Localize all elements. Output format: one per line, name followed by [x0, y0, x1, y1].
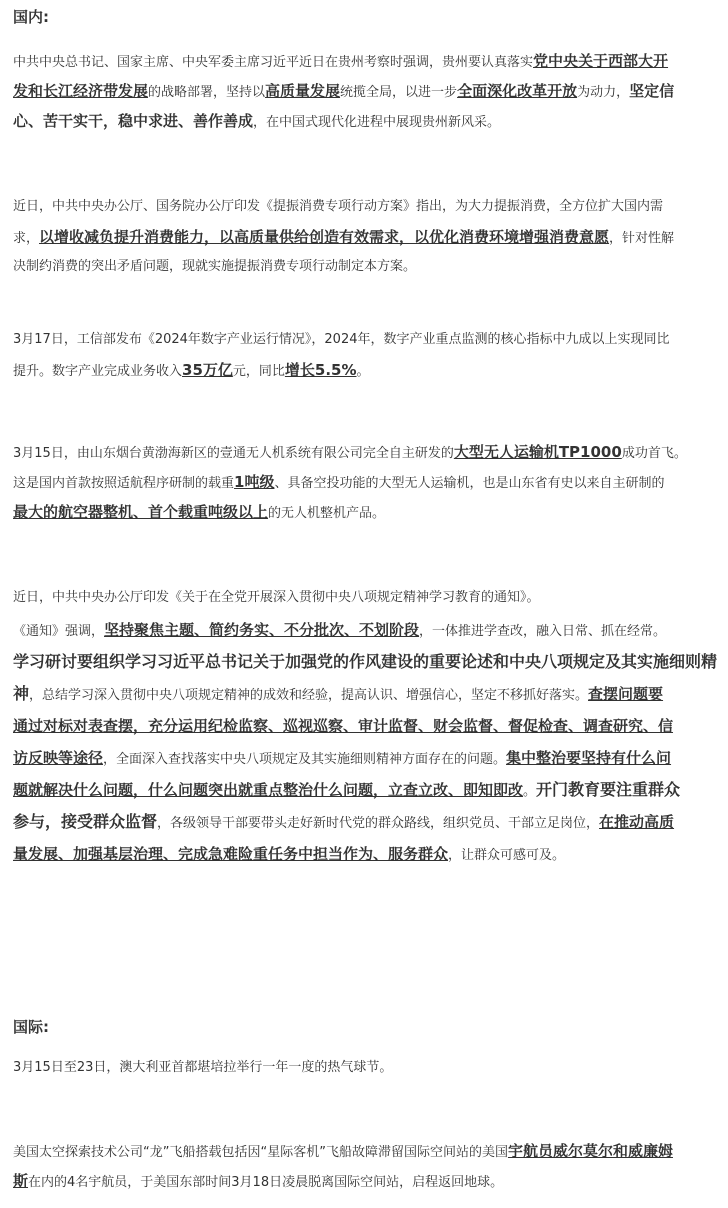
- text-span: 这是国内首款按照适航程序研制的载重: [13, 476, 235, 491]
- text-span: 的战略部署，坚持以: [148, 85, 266, 100]
- text-span: 中共中央总书记、国家主席、中央军委主席习近平近日在贵州考察时强调，贵州要认真落实: [13, 55, 534, 70]
- domestic-heading: 国内:: [13, 8, 49, 26]
- bold-span: 心、苦干实干，稳中求进、善作善成: [13, 112, 254, 130]
- text-span: 求，: [13, 231, 40, 246]
- bold-underline-span: 量发展、加强基层治理、完成急难险重任务中担当作为、服务群众: [13, 845, 449, 863]
- text-span: 成功首飞。: [621, 446, 687, 461]
- text-span: 为动力，: [577, 85, 630, 100]
- bold-span: 参与，接受群众监督: [13, 812, 158, 831]
- bold-underline-span: 大型无人运输机TP1000: [453, 443, 622, 461]
- bold-underline-span: 35万亿: [182, 361, 233, 379]
- bold-span: 开门教育要注重群众: [536, 780, 681, 799]
- text-line: [13, 614, 725, 646]
- text-span: ，针对性解: [609, 231, 675, 246]
- text-span: ，各级领导干部要带头走好新时代党的群众路线，组织党员、干部立足岗位，: [157, 816, 600, 831]
- text-line: [13, 467, 725, 497]
- text-line: [13, 710, 725, 742]
- text-span: 提升。数字产业完成业务收入: [13, 364, 183, 379]
- bold-underline-span: 全面深化改革开放: [457, 82, 578, 100]
- bold-underline-span: 发和长江经济带发展: [13, 82, 149, 100]
- bold-underline-span: 题就解决什么问题，什么问题突出就重点整治什么问题，立查立改、即知即改: [13, 781, 524, 799]
- bold-underline-span: 以增收减负提升消费能力，以高质量供给创造有效需求，以优化消费环境增强消费意愿: [39, 228, 610, 246]
- text-span: 。: [523, 784, 537, 799]
- text-line: [13, 76, 725, 106]
- text-span: 3月15日，由山东烟台黄渤海新区的壹通无人机系统有限公司完全自主研发的: [13, 446, 454, 461]
- text-span: 在内的4名宇航员，于美国东部时间3月18日凌晨脱离国际空间站，启程返回地球。: [28, 1175, 504, 1190]
- text-line: [13, 774, 725, 806]
- text-line: [13, 646, 725, 678]
- bold-span: 神: [13, 684, 30, 703]
- paragraph-digital-industry: [13, 325, 725, 385]
- bold-underline-span: 查摆问题要: [588, 685, 664, 703]
- text-span: 美国太空探索技术公司“龙”飞船搭载包括因“星际客机”飞船故障滞留国际空间站的美国: [13, 1145, 508, 1160]
- text-line: [13, 355, 725, 385]
- paragraph-drone: [13, 437, 725, 527]
- paragraph-eight-rules: [13, 582, 725, 870]
- bold-underline-span: 通过对标对表查摆，充分运用纪检监察、巡视巡察、审计监督、财会监督、督促检查、调查研究、信: [13, 717, 674, 735]
- text-span: ，总结学习深入贯彻中央八项规定精神的成效和经验，提高认识、增强信心，坚定不移抓好落实。: [29, 688, 589, 703]
- text-line: [13, 1166, 725, 1196]
- text-span: 元，同比: [232, 364, 285, 379]
- text-line: 近日，中共中央办公厅印发《关于在全党开展深入贯彻中央八项规定精神学习教育的通知》。: [13, 590, 540, 605]
- text-line: [13, 742, 725, 774]
- bold-underline-span: 集中整治要坚持有什么问: [506, 749, 672, 767]
- bold-underline-span: 党中央关于西部大开: [533, 52, 669, 70]
- bold-underline-span: 最大的航空器整机、首个载重吨级以上: [13, 503, 269, 521]
- paragraph-consumption: [13, 192, 725, 282]
- text-span: 的无人机整机产品。: [268, 506, 386, 521]
- text-span: ，让群众可感可及。: [448, 848, 566, 863]
- text-line: [13, 806, 725, 838]
- text-span: 。: [356, 364, 370, 379]
- paragraph-astronauts: [13, 1136, 725, 1196]
- bold-underline-span: 在推动高质: [599, 813, 675, 831]
- paragraph-balloon-festival: [13, 1053, 725, 1083]
- text-line: 3月17日，工信部发布《2024年数字产业运行情况》，2024年，数字产业重点监测的核心指标中九成以上实现同比: [13, 332, 670, 347]
- text-span: 、具备空投功能的大型无人运输机，也是山东省有史以来自主研制的: [274, 476, 665, 491]
- paragraph-guizhou: [13, 46, 725, 136]
- text-line: [13, 838, 725, 870]
- text-line: [13, 106, 725, 136]
- text-line: 决制约消费的突出矛盾问题，现就实施提振消费专项行动制定本方案。: [13, 259, 417, 274]
- text-line: [13, 437, 725, 467]
- text-line: [13, 1136, 725, 1166]
- bold-underline-span: 增长5.5%: [284, 361, 357, 379]
- bold-span: 学习研讨要组织学习习近平总书记关于加强党的作风建设的重要论述和中央八项规定及其实施细则精: [13, 652, 718, 671]
- text-span: 统揽全局，以进一步: [340, 85, 458, 100]
- international-heading: 国际:: [13, 1018, 49, 1036]
- text-line: [13, 46, 725, 76]
- text-line: [13, 222, 725, 252]
- bold-underline-span: 访反映等途径: [13, 749, 104, 767]
- bold-underline-span: 坚持聚焦主题、简约务实、不分批次、不划阶段: [104, 621, 420, 639]
- text-line: 近日，中共中央办公厅、国务院办公厅印发《提振消费专项行动方案》指出，为大力提振消费，全方位扩大国内需: [13, 199, 664, 214]
- bold-underline-span: 宇航员威尔莫尔和威廉姆: [507, 1142, 673, 1160]
- bold-underline-span: 斯: [13, 1172, 29, 1190]
- text-span: ，在中国式现代化进程中展现贵州新风采。: [253, 115, 501, 130]
- bold-underline-span: 1吨级: [234, 473, 275, 491]
- text-line: 3月15日至23日，澳大利亚首都堪培拉举行一年一度的热气球节。: [13, 1060, 393, 1075]
- text-span: ，一体推进学查改，融入日常、抓在经常。: [419, 624, 667, 639]
- text-span: 《通知》强调，: [13, 624, 105, 639]
- text-line: [13, 678, 725, 710]
- text-span: ，全面深入查找落实中央八项规定及其实施细则精神方面存在的问题。: [103, 752, 507, 767]
- bold-span: 坚定信: [629, 82, 675, 100]
- bold-underline-span: 高质量发展: [265, 82, 341, 100]
- text-line: [13, 497, 725, 527]
